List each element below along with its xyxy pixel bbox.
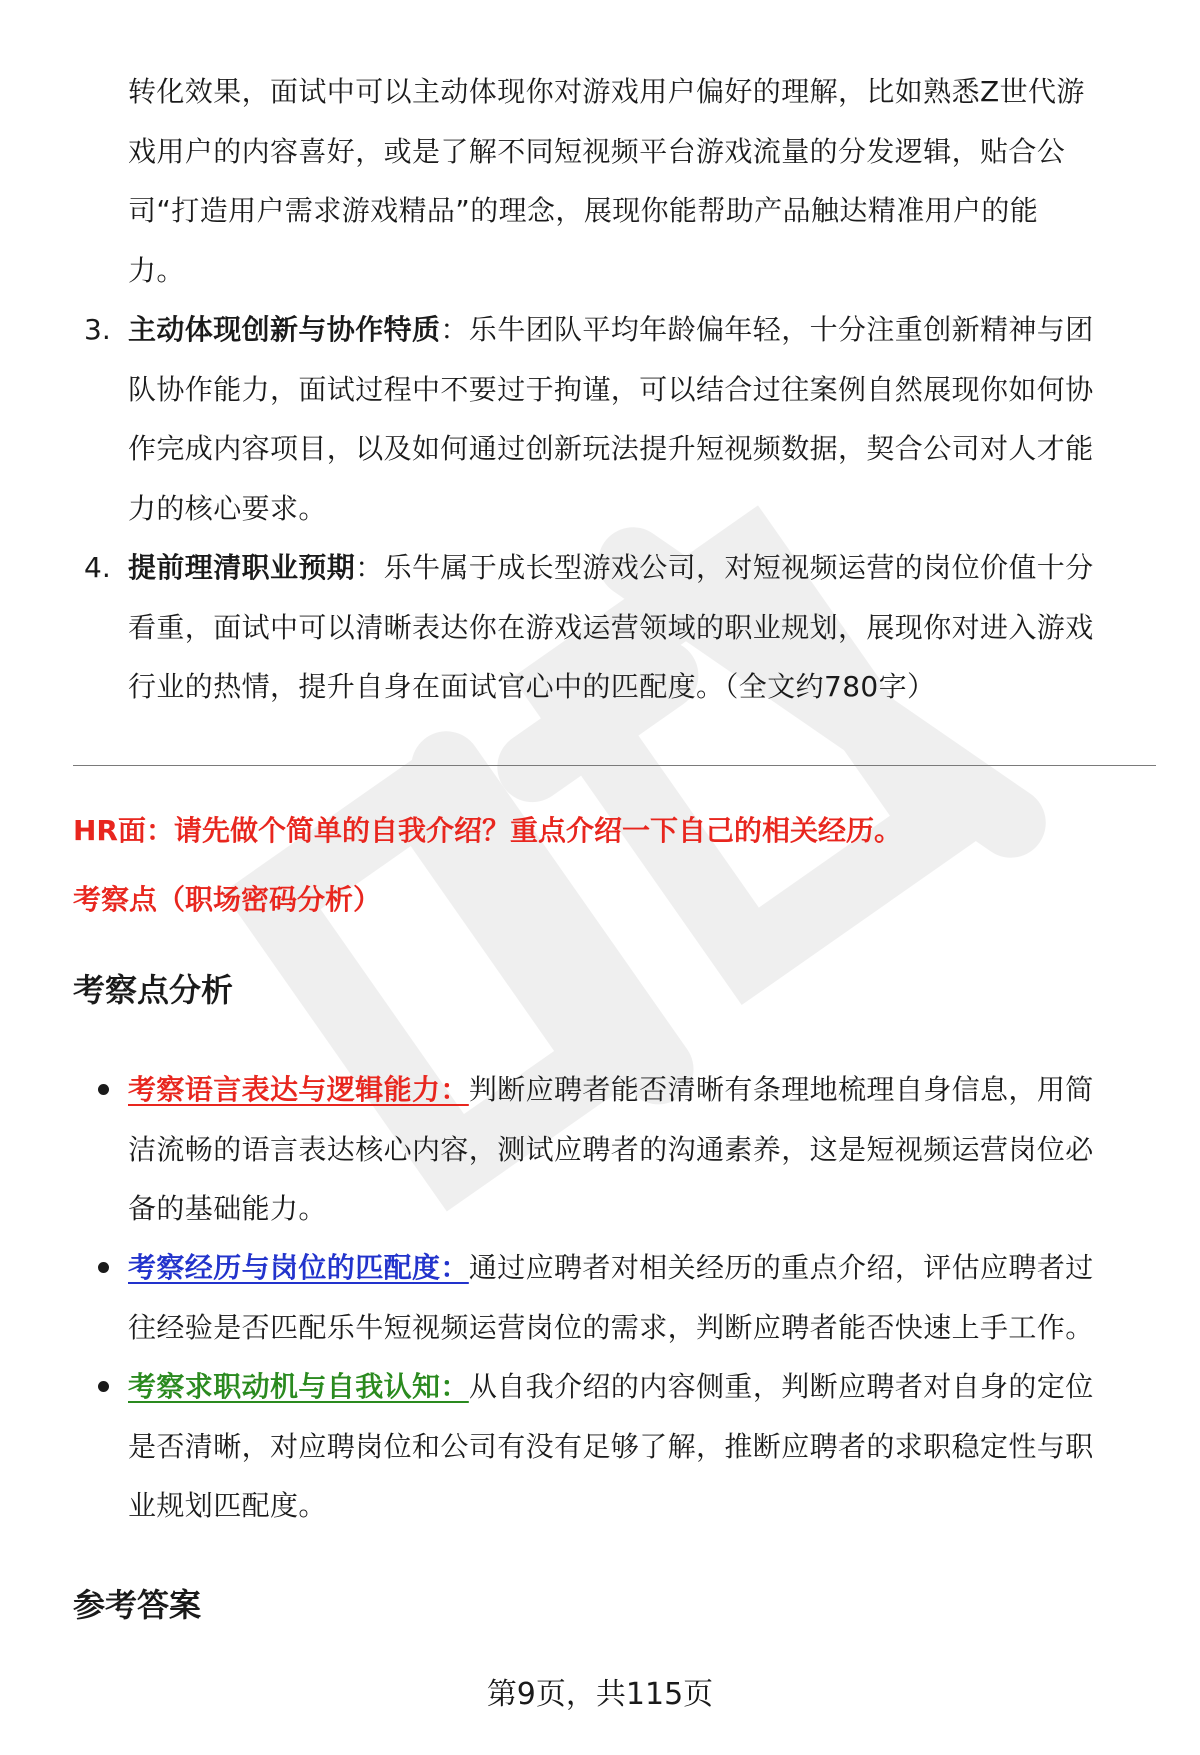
bullet-dot-icon bbox=[98, 1381, 109, 1392]
analysis-heading: 考察点分析 bbox=[73, 971, 234, 1009]
tip-line: 力的核心要求。 bbox=[128, 491, 327, 525]
tip-item bbox=[128, 538, 1143, 717]
analysis-bullet bbox=[128, 1357, 1143, 1536]
bullet-keyword: 考察语言表达与逻辑能力： bbox=[128, 1073, 469, 1106]
bullet-line: 备的基础能力。 bbox=[128, 1192, 327, 1225]
bullet-dot-icon bbox=[98, 1262, 109, 1273]
tip-line: 作完成内容项目，以及如何通过创新玩法提升短视频数据，契合公司对人才能 bbox=[128, 432, 1094, 465]
tip-title: 主动体现创新与协作特质 bbox=[128, 313, 441, 346]
tip-line: 队协作能力，面试过程中不要过于拘谨，可以结合过往案例自然展现你如何协 bbox=[128, 372, 1094, 406]
bullet-line: 判断应聘者能否清晰有条理地梳理自身信息，用简 bbox=[468, 1073, 1094, 1106]
bullet-line: 洁流畅的语言表达核心内容，测试应聘者的沟通素养，这是短视频运营岗位必 bbox=[128, 1132, 1094, 1166]
bullet-line: 从自我介绍的内容侧重，判断应聘者对自身的定位 bbox=[468, 1370, 1094, 1403]
tip-line: 看重，面试中可以清晰表达你在游戏运营领域的职业规划，展现你对进入游戏 bbox=[128, 610, 1094, 644]
continuation-line: 力。 bbox=[128, 253, 185, 287]
hr-question: HR面：请先做个简单的自我介绍？重点介绍一下自己的相关经历。 bbox=[73, 814, 902, 847]
bullet-keyword: 考察求职动机与自我认知： bbox=[128, 1370, 469, 1403]
analysis-bullet bbox=[128, 1060, 1143, 1239]
tip-item bbox=[128, 300, 1143, 538]
section-divider bbox=[73, 765, 1156, 766]
bullet-line: 通过应聘者对相关经历的重点介绍，评估应聘者过 bbox=[468, 1251, 1094, 1284]
analysis-bullet bbox=[128, 1238, 1143, 1357]
answer-heading: 参考答案 bbox=[73, 1586, 202, 1624]
bullet-line: 业规划匹配度。 bbox=[128, 1489, 327, 1522]
tip-line: ：乐牛属于成长型游戏公司，对短视频运营的岗位价值十分 bbox=[355, 551, 1094, 584]
tip-number: 3. bbox=[84, 313, 111, 346]
bullet-keyword: 考察经历与岗位的匹配度： bbox=[128, 1251, 469, 1284]
tip-line: ：乐牛团队平均年龄偏年轻，十分注重创新精神与团 bbox=[440, 313, 1094, 346]
tip-title: 提前理清职业预期 bbox=[128, 551, 356, 584]
continuation-line: 司“打造用户需求游戏精品”的理念，展现你能帮助产品触达精准用户的能 bbox=[128, 194, 1039, 227]
page-number: 第9页，共115页 bbox=[486, 1677, 714, 1712]
bullet-dot-icon bbox=[98, 1084, 109, 1095]
question-subtitle: 考察点（职场密码分析） bbox=[73, 883, 382, 916]
bullet-line: 往经验是否匹配乐牛短视频运营岗位的需求，判断应聘者能否快速上手工作。 bbox=[128, 1310, 1094, 1344]
bullet-line: 是否清晰，对应聘岗位和公司有没有足够了解，推断应聘者的求职稳定性与职 bbox=[128, 1429, 1094, 1463]
tip-line: 行业的热情，提升自身在面试官心中的匹配度。（全文约780字） bbox=[128, 670, 936, 703]
tip-number: 4. bbox=[84, 551, 111, 584]
continuation-line: 转化效果，面试中可以主动体现你对游戏用户偏好的理解，比如熟悉Z世代游 bbox=[128, 75, 1085, 108]
continuation-paragraph bbox=[128, 62, 1143, 300]
continuation-line: 戏用户的内容喜好，或是了解不同短视频平台游戏流量的分发逻辑，贴合公 bbox=[128, 134, 1066, 168]
